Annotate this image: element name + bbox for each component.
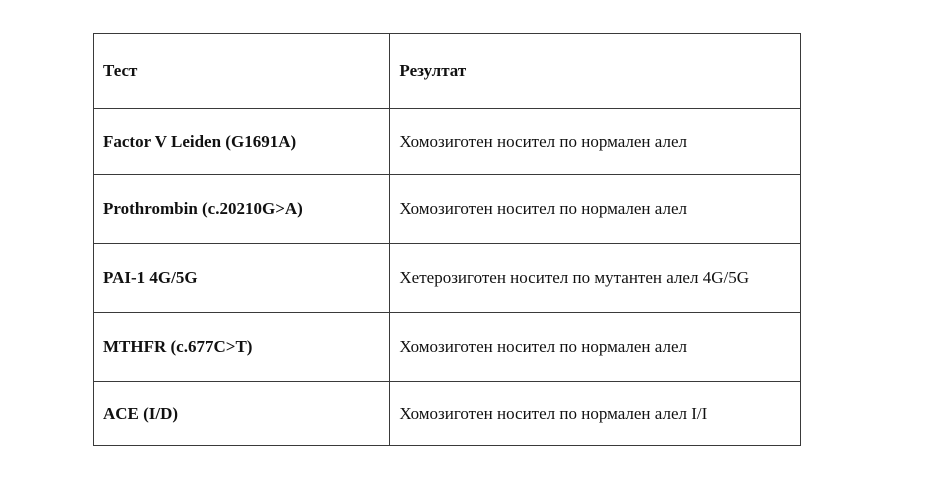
results-table [93,33,801,446]
table-row [94,109,801,175]
header-test: Тест [94,34,390,109]
result-cell: Хомозиготен носител по нормален алел [390,313,801,382]
test-name-cell: Prothrombin (c.20210G>A) [94,175,390,244]
table-row [94,175,801,244]
test-name-cell: PAI-1 4G/5G [94,244,390,313]
table-header-row [94,34,801,109]
result-cell: Хомозиготен носител по нормален алел I/I [390,382,801,446]
result-cell: Хетерозиготен носител по мутантен алел 4G/5G [390,244,801,313]
result-cell: Хомозиготен носител по нормален алел [390,175,801,244]
table-row [94,382,801,446]
header-result: Резултат [390,34,801,109]
result-cell: Хомозиготен носител по нормален алел [390,109,801,175]
test-name-cell: ACE (I/D) [94,382,390,446]
table-row [94,313,801,382]
test-name-cell: Factor V Leiden (G1691A) [94,109,390,175]
table-row [94,244,801,313]
test-name-cell: MTHFR (c.677C>T) [94,313,390,382]
